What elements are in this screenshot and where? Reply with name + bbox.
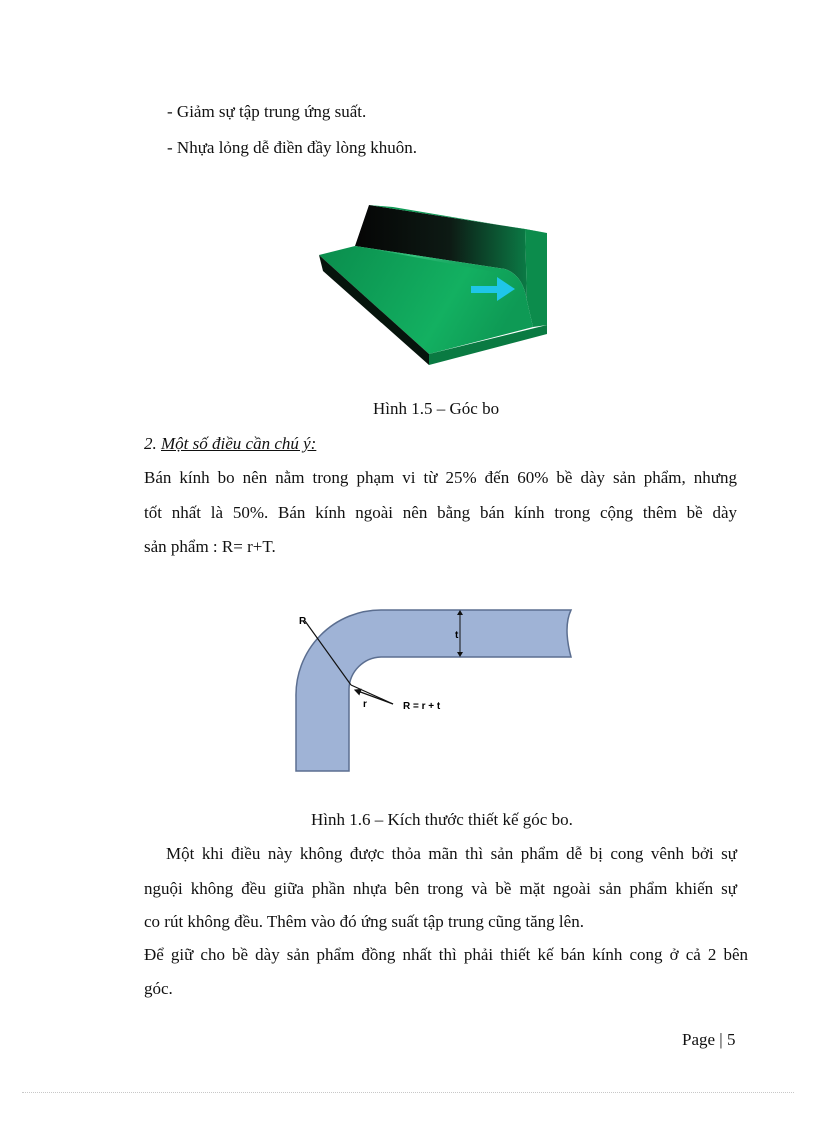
figure-fillet-3d — [309, 189, 574, 371]
figure1-caption: Hình 1.5 – Góc bo — [373, 399, 500, 418]
paragraph3-line2: góc. — [144, 979, 173, 998]
section-heading — [144, 433, 316, 455]
fillet-dimension-diagram — [271, 597, 597, 778]
bent-strip — [296, 610, 571, 771]
figure-fillet-dimensions — [271, 597, 597, 778]
paragraph1-line1: Bán kính bo nên nằm trong phạm vi từ 25% đến 60% bề dày sản phẩm, nhưng — [144, 468, 737, 487]
paragraph1-line2: tốt nhất là 50%. Bán kính ngoài nên bằng bán kính trong cộng thêm bề dày — [144, 503, 737, 522]
label-formula: R = r + t — [403, 701, 441, 712]
label-R: R — [299, 616, 307, 627]
fillet-3d-illustration — [309, 189, 574, 371]
figure2-caption: Hình 1.6 – Kích thước thiết kế góc bo. — [311, 810, 573, 829]
footer-divider — [22, 1092, 794, 1093]
paragraph2-line3: co rút không đều. Thêm vào đó ứng suất tập trung cũng tăng lên. — [144, 912, 584, 931]
bullet-fill: - Nhựa lỏng dễ điền đầy lòng khuôn. — [167, 138, 418, 157]
r-inner-arrow — [355, 690, 393, 704]
label-r: r — [363, 699, 367, 710]
paragraph2-line1: Một khi điều này không được thỏa mãn thì sản phẩm dễ bị cong vênh bởi sự — [166, 844, 737, 863]
section-number: 2. — [144, 434, 157, 453]
paragraph3-line1: Để giữ cho bề dày sản phẩm đồng nhất thì phải thiết kế bán kính cong ở cả 2 bên — [144, 945, 748, 964]
page-number: Page | 5 — [682, 1030, 736, 1049]
bullet-stress: - Giảm sự tập trung ứng suất. — [167, 102, 367, 121]
section-title: Một số điều cần chú ý: — [161, 434, 317, 453]
paragraph2-line2: nguội không đều giữa phần nhựa bên trong và bề mặt ngoài sản phẩm khiến sự — [144, 879, 737, 898]
label-t: t — [455, 630, 459, 641]
paragraph1-line3: sản phẩm : R= r+T. — [144, 537, 276, 556]
